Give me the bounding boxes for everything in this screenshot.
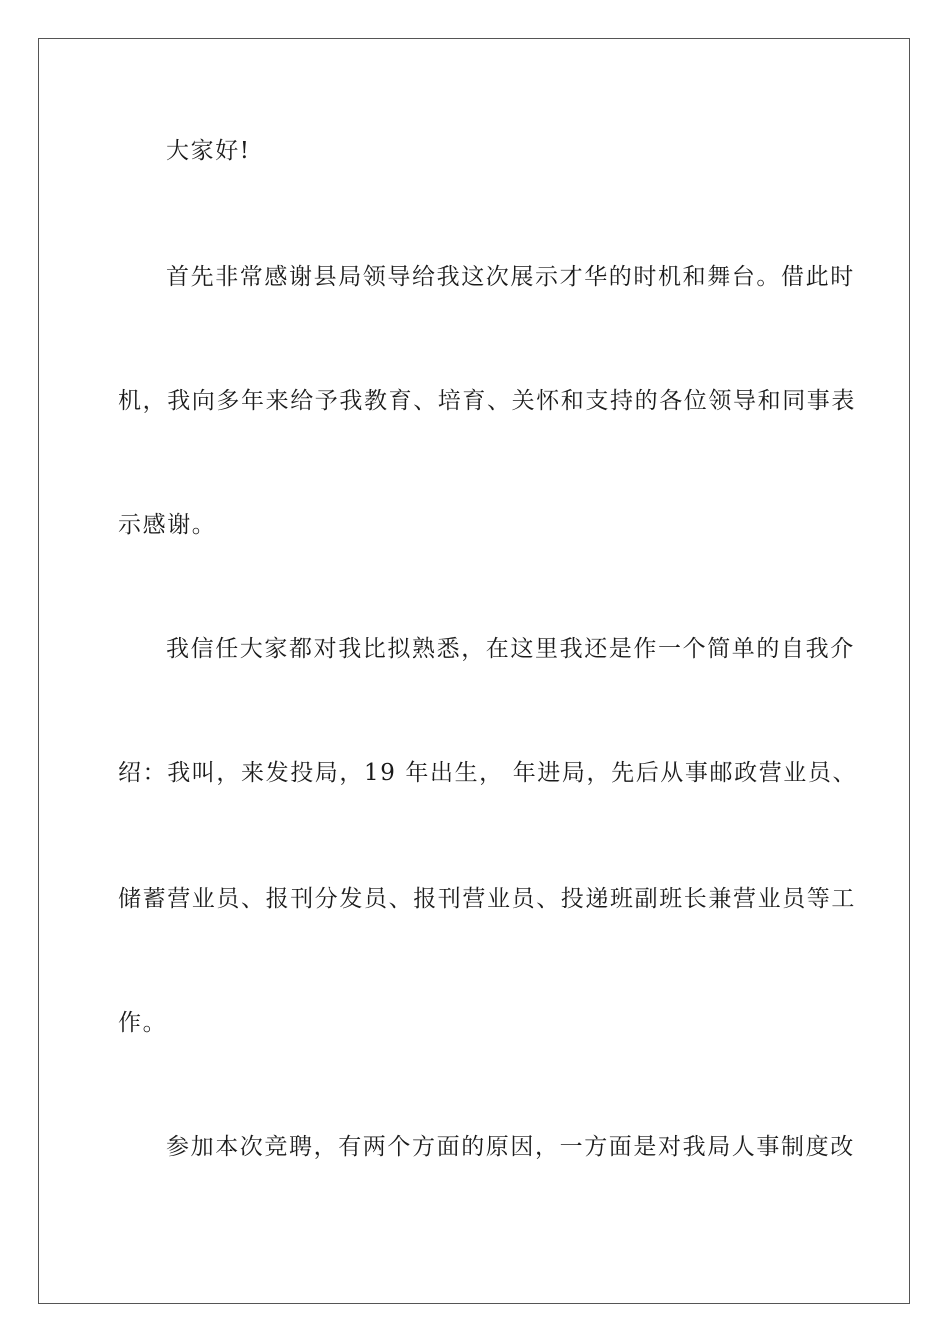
paragraph-1-line-1: 首先非常感谢县局领导给我这次展示才华的时机和舞台。借此时	[166, 264, 855, 290]
paragraph-2-line-4: 作。	[118, 1010, 168, 1036]
page-border	[38, 38, 910, 1304]
paragraph-2-line-3: 储蓄营业员、报刊分发员、报刊营业员、投递班副班长兼营业员等工	[118, 886, 856, 912]
paragraph-2-line-2: 绍：我叫，来发投局，19 年出生， 年进局，先后从事邮政营业员、	[118, 760, 858, 786]
paragraph-1-line-2: 机，我向多年来给予我教育、培育、关怀和支持的各位领导和同事表	[118, 388, 856, 414]
paragraph-2-line-1: 我信任大家都对我比拟熟悉，在这里我还是作一个简单的自我介	[166, 636, 855, 662]
paragraph-3-line-1: 参加本次竞聘，有两个方面的原因，一方面是对我局人事制度改	[166, 1134, 855, 1160]
paragraph-1-line-3: 示感谢。	[118, 512, 217, 538]
greeting-line: 大家好!	[166, 138, 251, 164]
